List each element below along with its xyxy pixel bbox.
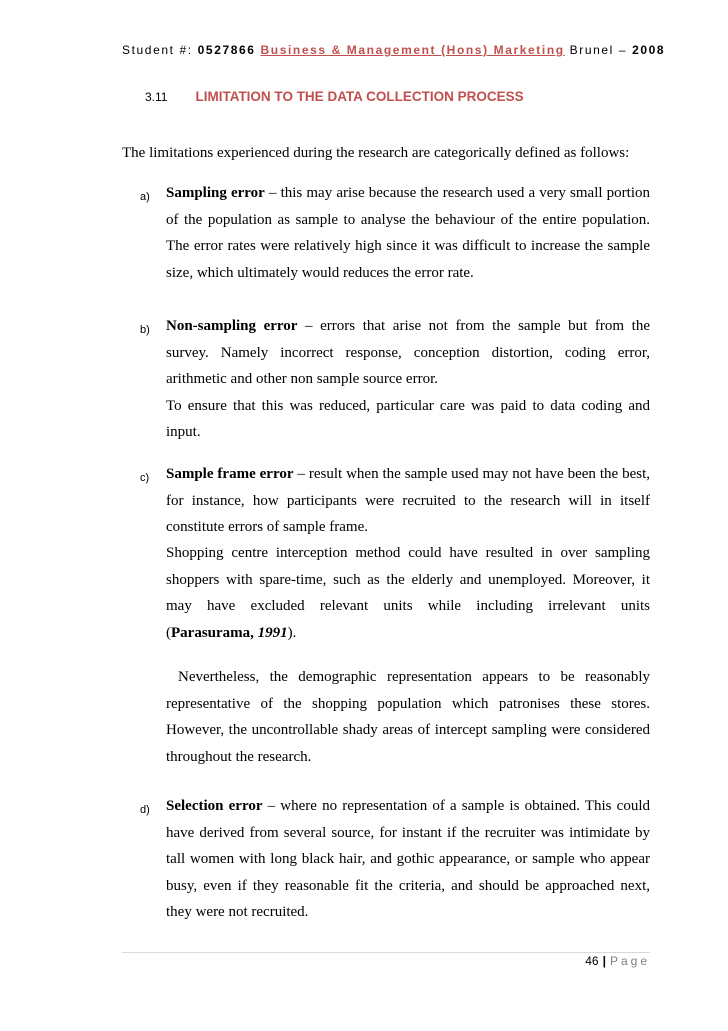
student-id: 0527866: [197, 43, 256, 57]
citation-name: Parasurama,: [171, 624, 254, 641]
list-item-non-sampling-error: [122, 313, 650, 446]
list-item-text: [166, 461, 650, 541]
header-dash: –: [618, 43, 628, 57]
list-item-text: [166, 180, 650, 286]
header-year: 2008: [632, 43, 666, 57]
term: Non-sampling error: [166, 318, 298, 334]
description: – this may arise because the research used a very small portion of the population as sample to analyse the behaviour of the entire population. The error rates were relatively high since it was difficult to increase the sample size, which ultimately would reduces the error rate.: [166, 185, 650, 281]
list-item-sampling-error: [122, 180, 650, 286]
list-item-extra-text: To ensure that this was reduced, particular care was paid to data coding and input.: [166, 397, 650, 440]
page-header: [122, 43, 666, 57]
term: Selection error: [166, 798, 263, 814]
course-name: Business & Management (Hons) Marketing: [260, 43, 565, 57]
page-label: Page: [609, 954, 650, 968]
university-name: Brunel: [569, 43, 614, 57]
section-title: LIMITATION TO THE DATA COLLECTION PROCESS: [195, 89, 524, 104]
section-heading: [145, 88, 524, 106]
footer-divider: [122, 952, 650, 953]
intro-text: The limitations experienced during the research are categorically defined as follows:: [122, 145, 630, 161]
list-marker: c): [140, 472, 150, 484]
list-marker: b): [140, 324, 150, 336]
list-marker: d): [140, 804, 150, 816]
description: – errors that arise not from the sample but from the survey. Namely incorrect response, conception distortion, coding error, arithmetic and other non sample source error.: [166, 318, 650, 387]
student-label: Student #:: [122, 43, 193, 57]
footer-separator: |: [602, 954, 606, 968]
page-number: 46: [585, 954, 599, 968]
paragraph-nevertheless: Nevertheless, the demographic representation appears to be reasonably representative of the shopping population which patronises these stores. However, the uncontrollable shady areas of intercept sampling were considered throughout the research.: [166, 669, 650, 765]
citation-year: 1991: [257, 624, 288, 641]
paragraph-text: Shopping centre interception method could have resulted in over sampling shoppers with spare-time, such as the elderly and unemployed. Moreover, it may have excluded relevant units while including irrelevant units (: [166, 545, 650, 641]
term: Sampling error: [166, 185, 265, 201]
citation-end: ).: [287, 624, 297, 641]
description: – where no representation of a sample is obtained. This could have derived from several source, for instant if the recruiter was intimidate by tall women with long black hair, and gothic appearance, or sample who appear busy, even if they reasonable fit the criteria, and should be approached next, they were not recruited.: [166, 798, 650, 920]
list-item-sample-frame-error: [122, 461, 650, 541]
list-item-selection-error: [122, 793, 650, 926]
term: Sample frame error: [166, 466, 294, 482]
list-item-text: [166, 313, 650, 393]
description: – result when the sample used may not have been the best, for instance, how participants were recruited to the research will in itself constitute errors of sample frame.: [166, 466, 650, 535]
list-item-text: [166, 793, 650, 926]
list-marker: a): [140, 191, 150, 203]
paragraph-shopping-centre: [166, 540, 650, 646]
section-number: 3.11: [145, 90, 168, 104]
page-footer: [585, 954, 650, 968]
